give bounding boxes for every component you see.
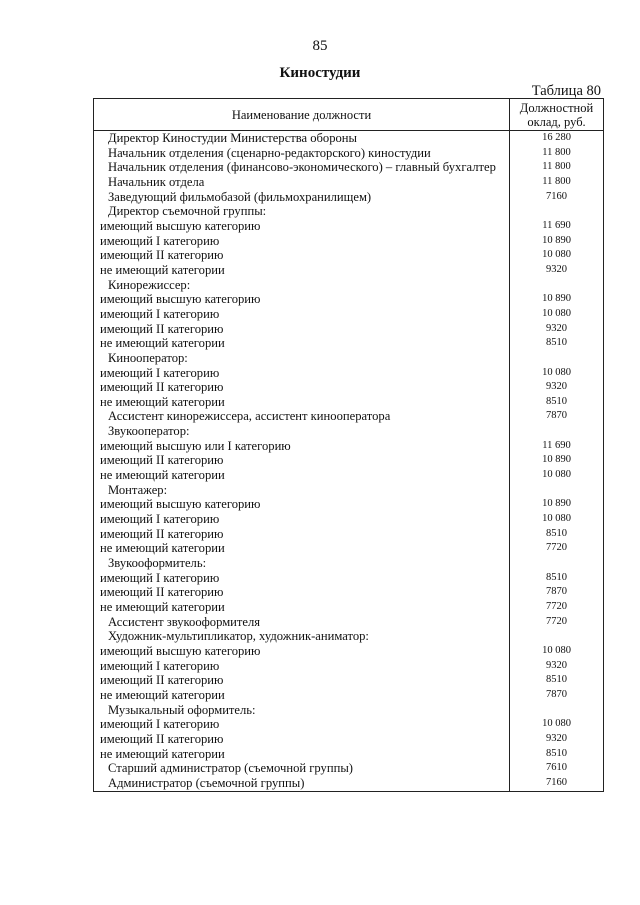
- position-name: имеющий I категорию: [94, 571, 510, 586]
- position-name: имеющий I категорию: [94, 717, 510, 732]
- salary-value: [510, 204, 604, 219]
- salary-value: 10 080: [510, 248, 604, 263]
- header-salary-line1: Должностной: [519, 100, 594, 115]
- position-name: не имеющий категории: [94, 688, 510, 703]
- table-row: [94, 747, 604, 762]
- table-row: [94, 541, 604, 556]
- salary-value: 11 800: [510, 146, 604, 161]
- salary-value: 11 800: [510, 175, 604, 190]
- table-row: [94, 732, 604, 747]
- salary-value: 7870: [510, 409, 604, 424]
- salary-value: 10 080: [510, 512, 604, 527]
- table-row: [94, 703, 604, 718]
- table-row: [94, 190, 604, 205]
- table-header: [94, 99, 604, 131]
- salary-value: 7160: [510, 776, 604, 791]
- salary-value: 10 890: [510, 497, 604, 512]
- salary-value: 9320: [510, 263, 604, 278]
- position-name: Монтажер:: [94, 483, 510, 498]
- position-name: не имеющий категории: [94, 541, 510, 556]
- header-salary: [510, 99, 604, 131]
- salary-value: [510, 351, 604, 366]
- salary-table: [93, 98, 604, 792]
- table-row: [94, 336, 604, 351]
- position-name: имеющий I категорию: [94, 234, 510, 249]
- position-name: имеющий высшую категорию: [94, 219, 510, 234]
- position-name: Старший администратор (съемочной группы): [94, 761, 510, 776]
- salary-value: [510, 278, 604, 293]
- position-name: не имеющий категории: [94, 468, 510, 483]
- salary-value: 8510: [510, 527, 604, 542]
- position-name: Звукооформитель:: [94, 556, 510, 571]
- position-name: Начальник отдела: [94, 175, 510, 190]
- salary-value: 7160: [510, 190, 604, 205]
- salary-value: 10 080: [510, 366, 604, 381]
- position-name: имеющий высшую категорию: [94, 644, 510, 659]
- table-row: [94, 278, 604, 293]
- table-row: [94, 512, 604, 527]
- table-row: [94, 307, 604, 322]
- table-row: [94, 131, 604, 146]
- salary-value: 7870: [510, 585, 604, 600]
- position-name: имеющий II категорию: [94, 527, 510, 542]
- table-row: [94, 175, 604, 190]
- table-row: [94, 204, 604, 219]
- table-row: [94, 322, 604, 337]
- salary-value: 9320: [510, 380, 604, 395]
- position-name: имеющий высшую или I категорию: [94, 439, 510, 454]
- position-name: имеющий высшую категорию: [94, 292, 510, 307]
- table-row: [94, 483, 604, 498]
- table-row: [94, 600, 604, 615]
- salary-value: [510, 424, 604, 439]
- salary-value: 16 280: [510, 131, 604, 146]
- table-row: [94, 219, 604, 234]
- salary-value: 9320: [510, 732, 604, 747]
- table-row: [94, 439, 604, 454]
- table-row: [94, 424, 604, 439]
- position-name: Музыкальный оформитель:: [94, 703, 510, 718]
- salary-value: 10 890: [510, 453, 604, 468]
- salary-value: 7720: [510, 541, 604, 556]
- salary-value: 8510: [510, 336, 604, 351]
- table-row: [94, 380, 604, 395]
- position-name: не имеющий категории: [94, 395, 510, 410]
- salary-value: 8510: [510, 395, 604, 410]
- salary-value: [510, 556, 604, 571]
- salary-value: 10 080: [510, 644, 604, 659]
- salary-value: 11 690: [510, 439, 604, 454]
- salary-value: 7870: [510, 688, 604, 703]
- salary-value: [510, 483, 604, 498]
- position-name: имеющий II категорию: [94, 380, 510, 395]
- position-name: не имеющий категории: [94, 747, 510, 762]
- table-row: [94, 688, 604, 703]
- position-name: Звукооператор:: [94, 424, 510, 439]
- table-row: [94, 673, 604, 688]
- table-row: [94, 717, 604, 732]
- position-name: Ассистент кинорежиссера, ассистент кинооператора: [94, 409, 510, 424]
- salary-value: 11 800: [510, 160, 604, 175]
- table-row: [94, 453, 604, 468]
- position-name: Директор Киностудии Министерства обороны: [94, 131, 510, 146]
- table-row: [94, 351, 604, 366]
- document-title: Киностудии: [279, 65, 361, 81]
- position-name: Ассистент звукооформителя: [94, 615, 510, 630]
- position-name: имеющий II категорию: [94, 673, 510, 688]
- table-row: [94, 366, 604, 381]
- header-position-name: Наименование должности: [94, 99, 510, 131]
- position-name: Художник-мультипликатор, художник-аниматор:: [94, 629, 510, 644]
- position-name: Администратор (съемочной группы): [94, 776, 510, 791]
- salary-value: 9320: [510, 322, 604, 337]
- salary-value: 10 890: [510, 292, 604, 307]
- position-name: не имеющий категории: [94, 600, 510, 615]
- salary-value: 11 690: [510, 219, 604, 234]
- table-row: [94, 615, 604, 630]
- position-name: имеющий II категорию: [94, 732, 510, 747]
- table-row: [94, 659, 604, 674]
- salary-value: 7720: [510, 615, 604, 630]
- header-salary-line2: оклад, руб.: [527, 114, 586, 129]
- table-row: [94, 776, 604, 791]
- position-name: Кинооператор:: [94, 351, 510, 366]
- position-name: имеющий высшую категорию: [94, 497, 510, 512]
- table-row: [94, 292, 604, 307]
- salary-value: 10 080: [510, 717, 604, 732]
- salary-value: 8510: [510, 747, 604, 762]
- position-name: Начальник отделения (финансово-экономического) – главный бухгалтер: [94, 160, 510, 175]
- table-row: [94, 527, 604, 542]
- salary-value: 7720: [510, 600, 604, 615]
- table-row: [94, 468, 604, 483]
- table-row: [94, 146, 604, 161]
- table-body: [94, 131, 604, 792]
- salary-value: 10 890: [510, 234, 604, 249]
- position-name: Заведующий фильмобазой (фильмохранилищем): [94, 190, 510, 205]
- salary-value: 8510: [510, 571, 604, 586]
- table-row: [94, 395, 604, 410]
- position-name: имеющий I категорию: [94, 307, 510, 322]
- table-row: [94, 497, 604, 512]
- position-name: имеющий I категорию: [94, 366, 510, 381]
- table-row: [94, 571, 604, 586]
- page-number: 85: [312, 38, 328, 54]
- salary-value: [510, 703, 604, 718]
- position-name: Начальник отделения (сценарно-редакторского) киностудии: [94, 146, 510, 161]
- salary-value: [510, 629, 604, 644]
- table-row: [94, 629, 604, 644]
- table-row: [94, 160, 604, 175]
- salary-value: 8510: [510, 673, 604, 688]
- position-name: не имеющий категории: [94, 263, 510, 278]
- table-row: [94, 556, 604, 571]
- position-name: имеющий I категорию: [94, 659, 510, 674]
- position-name: имеющий II категорию: [94, 453, 510, 468]
- table-row: [94, 248, 604, 263]
- position-name: имеющий II категорию: [94, 585, 510, 600]
- table-row: [94, 409, 604, 424]
- salary-value: 7610: [510, 761, 604, 776]
- salary-value: 9320: [510, 659, 604, 674]
- salary-value: 10 080: [510, 307, 604, 322]
- table-row: [94, 585, 604, 600]
- position-name: Кинорежиссер:: [94, 278, 510, 293]
- table-label: Таблица 80: [531, 83, 601, 99]
- table-row: [94, 761, 604, 776]
- table-row: [94, 263, 604, 278]
- position-name: имеющий II категорию: [94, 322, 510, 337]
- table-row: [94, 644, 604, 659]
- header-row: [94, 99, 604, 131]
- salary-value: 10 080: [510, 468, 604, 483]
- position-name: не имеющий категории: [94, 336, 510, 351]
- table-row: [94, 234, 604, 249]
- position-name: имеющий II категорию: [94, 248, 510, 263]
- position-name: имеющий I категорию: [94, 512, 510, 527]
- position-name: Директор съемочной группы:: [94, 204, 510, 219]
